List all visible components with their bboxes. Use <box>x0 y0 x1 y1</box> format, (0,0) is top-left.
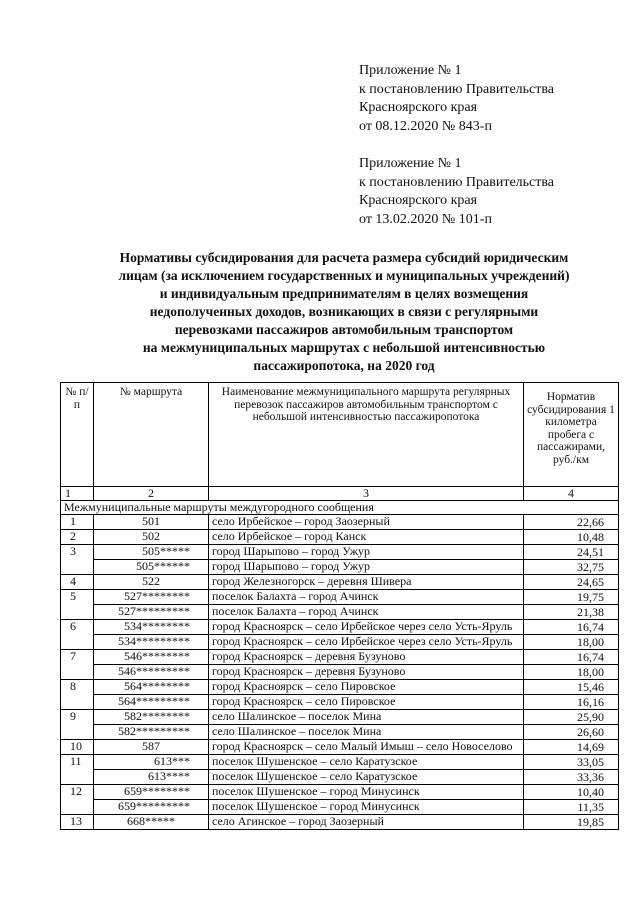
subsidy-rate: 26,60 <box>524 724 619 739</box>
appendix-line: Красноярского края <box>359 100 478 115</box>
route-name: село Ирбейское – город Канск <box>209 529 524 544</box>
route-name: город Красноярск – село Ирбейское через село Усть-Яруль <box>209 619 524 634</box>
subsidy-rate: 33,05 <box>524 754 619 769</box>
route-name: село Агинское – город Заозерный <box>209 814 524 829</box>
appendix-line: Приложение № 1 <box>359 156 462 171</box>
header-col-rate: Норматив субсидирования 1 километра пробега с пассажирами, руб./км <box>524 383 619 487</box>
row-number: 7 <box>61 649 94 679</box>
table-row <box>61 529 619 544</box>
route-number: 564******** <box>94 679 209 694</box>
title-line: пассажиропотока, на 2020 год <box>253 358 435 373</box>
table-row <box>61 664 619 679</box>
route-number: 546******** <box>94 649 209 664</box>
appendix-line: к постановлению Правительства <box>359 81 555 97</box>
route-name: поселок Балахта – город Ачинск <box>209 589 524 604</box>
row-number: 5 <box>61 589 94 619</box>
appendix-line: Красноярского края <box>359 193 478 208</box>
route-number: 582******** <box>94 709 209 724</box>
subsidy-rate: 16,16 <box>524 694 619 709</box>
column-number: 2 <box>94 487 209 501</box>
table-row <box>61 769 619 784</box>
table-row <box>61 679 619 694</box>
column-number: 3 <box>209 487 524 501</box>
column-number: 4 <box>524 487 619 501</box>
route-number: 546********* <box>94 664 209 679</box>
title-line: на межмуниципальных маршрутах с небольшой интенсивностью <box>142 340 546 355</box>
subsidy-rate: 16,74 <box>524 619 619 634</box>
appendix-line: от 13.02.2020 № 101-п <box>359 211 492 227</box>
title-line: лицам (за исключением государственных и муниципальных учреждений) <box>118 268 570 283</box>
table-row <box>61 694 619 709</box>
subsidy-rate: 25,90 <box>524 709 619 724</box>
row-number: 2 <box>61 529 94 544</box>
route-number: 522 <box>94 574 209 589</box>
route-number: 505****** <box>94 559 209 574</box>
route-name: село Шалинское – поселок Мина <box>209 709 524 724</box>
route-name: город Железногорск – деревня Шивера <box>209 574 524 589</box>
subsidy-rate: 19,75 <box>524 589 619 604</box>
table-row <box>61 544 619 559</box>
row-number: 9 <box>61 709 94 739</box>
route-name: город Красноярск – село Пировское <box>209 694 524 709</box>
subsidy-rate: 10,40 <box>524 784 619 799</box>
appendix-line: к постановлению Правительства <box>359 174 555 190</box>
route-name: поселок Шушенское – село Каратузское <box>209 769 524 784</box>
table-row <box>61 619 619 634</box>
appendix-block <box>359 155 629 229</box>
route-name: город Красноярск – деревня Бузуново <box>209 664 524 679</box>
subsidy-rate: 14,69 <box>524 739 619 754</box>
document-title <box>48 249 640 375</box>
route-number: 527******** <box>94 589 209 604</box>
route-name: город Красноярск – деревня Бузуново <box>209 649 524 664</box>
route-number: 564********* <box>94 694 209 709</box>
subsidy-rate: 15,46 <box>524 679 619 694</box>
table-row <box>61 604 619 619</box>
route-number: 527********* <box>94 604 209 619</box>
title-line: Нормативы субсидирования для расчета размера субсидий юридическим <box>119 250 569 265</box>
route-name: город Шарыпово – город Ужур <box>209 559 524 574</box>
table-header-row <box>61 383 619 487</box>
table-row <box>61 559 619 574</box>
route-number: 534******** <box>94 619 209 634</box>
appendix-block <box>359 62 629 136</box>
section-title: Межмуниципальные маршруты междугородного сообщения <box>61 500 619 514</box>
row-number: 8 <box>61 679 94 709</box>
table-row <box>61 514 619 529</box>
table-row <box>61 739 619 754</box>
route-number: 534********* <box>94 634 209 649</box>
subsidy-rate: 33,36 <box>524 769 619 784</box>
route-number: 502 <box>94 529 209 544</box>
route-name: город Красноярск – село Малый Имыш – село Новоселово <box>209 739 524 754</box>
row-number: 1 <box>61 514 94 529</box>
route-name: поселок Шушенское – город Минусинск <box>209 784 524 799</box>
column-number: 1 <box>61 487 94 501</box>
subsidy-rate: 11,35 <box>524 799 619 814</box>
table-row <box>61 649 619 664</box>
subsidy-table <box>60 382 619 830</box>
table-row <box>61 784 619 799</box>
route-number: 582********* <box>94 724 209 739</box>
table-row <box>61 724 619 739</box>
route-number: 668***** <box>94 814 209 829</box>
row-number: 3 <box>61 544 94 574</box>
route-number: 587 <box>94 739 209 754</box>
route-name: город Красноярск – село Пировское <box>209 679 524 694</box>
row-number: 12 <box>61 784 94 814</box>
title-line: недополученных доходов, возникающих в связи с регулярными <box>149 304 539 319</box>
title-line: и индивидуальным предпринимателям в целях возмещения <box>159 286 529 301</box>
route-name: поселок Шушенское – город Минусинск <box>209 799 524 814</box>
subsidy-rate: 18,00 <box>524 664 619 679</box>
route-name: поселок Шушенское – село Каратузское <box>209 754 524 769</box>
table-row <box>61 754 619 769</box>
table-row <box>61 574 619 589</box>
table-row <box>61 709 619 724</box>
row-number: 6 <box>61 619 94 649</box>
table-row <box>61 634 619 649</box>
route-name: город Шарыпово – город Ужур <box>209 544 524 559</box>
header-col-route-name: Наименование межмуниципального маршрута регулярных перевозок пассажиров автомобильным транспортом с небольшой интенсивностью пассажиропотока <box>209 383 524 487</box>
table-row <box>61 799 619 814</box>
row-number: 13 <box>61 814 94 829</box>
row-number: 4 <box>61 574 94 589</box>
column-number-row <box>61 487 619 501</box>
table-row <box>61 589 619 604</box>
route-number: 659******** <box>94 784 209 799</box>
route-number: 501 <box>94 514 209 529</box>
row-number: 10 <box>61 739 94 754</box>
subsidy-rate: 19,85 <box>524 814 619 829</box>
route-number: 505***** <box>94 544 209 559</box>
subsidy-rate: 16,74 <box>524 649 619 664</box>
appendix-line: от 08.12.2020 № 843-п <box>359 118 492 134</box>
header-col-number: № п/п <box>61 383 94 487</box>
row-number: 11 <box>61 754 94 784</box>
route-name: село Ирбейское – город Заозерный <box>209 514 524 529</box>
appendix-header <box>359 62 629 248</box>
subsidy-rate: 32,75 <box>524 559 619 574</box>
subsidy-rate: 10,48 <box>524 529 619 544</box>
section-row <box>61 500 619 514</box>
route-number: 659********* <box>94 799 209 814</box>
subsidy-rate: 24,65 <box>524 574 619 589</box>
subsidy-rate: 21,38 <box>524 604 619 619</box>
subsidy-rate: 24,51 <box>524 544 619 559</box>
route-number: 613*** <box>94 754 209 769</box>
subsidy-rate: 22,66 <box>524 514 619 529</box>
title-line: перевозками пассажиров автомобильным транспортом <box>174 322 514 337</box>
route-number: 613**** <box>94 769 209 784</box>
route-name: город Красноярск – село Ирбейское через село Усть-Яруль <box>209 634 524 649</box>
appendix-line: Приложение № 1 <box>359 63 462 78</box>
subsidy-rate: 18,00 <box>524 634 619 649</box>
table-row <box>61 814 619 829</box>
header-col-route: № маршрута <box>94 383 209 487</box>
route-name: поселок Балахта – город Ачинск <box>209 604 524 619</box>
route-name: село Шалинское – поселок Мина <box>209 724 524 739</box>
